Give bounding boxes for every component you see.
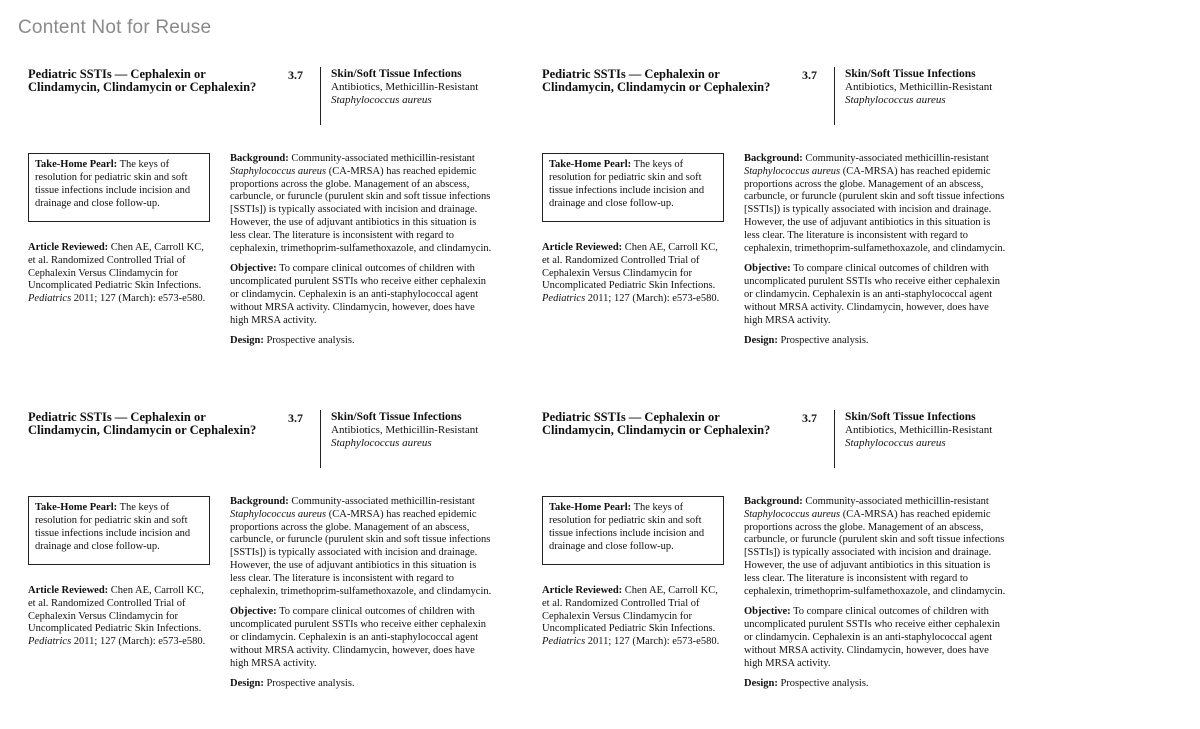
background-text-cont: (CA-MRSA) has reached epidemic proportions across the globe. Management of an abscess, carbuncle, or furuncle (purulent skin and soft tissue infections [SSTIs]) is typically associated with incision and drainage. However, the use of adjuvant antibiotics in this situation is less clear. The literature is inconsistent with regard to cephalexin, trimethoprim-sulfamethoxazole, and clindamycin. [230,508,492,597]
article-reviewed [542,585,727,649]
divider [834,410,835,468]
pearl-text: The keys of resolution for pediatric skin and soft tissue infections include incision and drainage and close follow-up. [35,159,191,209]
objective-label: Objective: [230,263,277,275]
article-journal: Pediatrics [28,293,72,305]
article-journal: Pediatrics [542,293,586,305]
topic-organism: Staphylococcus aureus [331,94,432,106]
article-cite: 2011; 127 (March): e573-e580. [587,636,720,648]
card-title: Pediatric SSTIs — Cephalexin or Clindamycin, Clindamycin or Cephalexin? [28,410,257,437]
design-label: Design: [230,678,264,690]
topic-block [845,411,992,450]
objective-label: Objective: [230,606,277,618]
take-home-pearl [542,496,724,565]
article-reviewed [542,242,727,306]
topic-block [331,411,478,450]
article-label: Article Reviewed: [542,585,623,596]
background-paragraph [230,153,492,255]
topic-subtitle: Antibiotics, Methicillin-Resistant [331,424,479,436]
card-title: Pediatric SSTIs — Cephalexin or Clindamycin, Clindamycin or Cephalexin? [542,410,771,437]
background-label: Background: [230,153,289,164]
summary-body [744,153,1006,356]
design-label: Design: [744,678,778,690]
objective-label: Objective: [744,263,791,275]
pearl-label: Take-Home Pearl: [35,502,118,513]
summary-body [744,496,1006,699]
divider [834,67,835,125]
background-text: Community-associated methicillin-resistant [291,153,475,164]
pearl-label: Take-Home Pearl: [35,159,118,170]
chapter-number: 3.7 [802,68,817,82]
article-label: Article Reviewed: [28,585,109,596]
background-organism: Staphylococcus aureus [230,508,327,520]
card-title: Pediatric SSTIs — Cephalexin or Clindamycin, Clindamycin or Cephalexin? [28,67,257,94]
background-paragraph [744,153,1006,255]
design-paragraph [230,678,492,691]
article-text: Chen AE, Carroll KC, et al. Randomized Controlled Trial of Cephalexin Versus Clindamycin for Uncomplicated Pediatric Skin Infections. [542,585,718,635]
article-journal: Pediatrics [542,636,586,648]
objective-text: To compare clinical outcomes of children with uncomplicated purulent SSTIs who receive either cephalexin or clindamycin. Cephalexin is an anti-staphylococcal agent without MRSA activity. Clindamycin, however, does have high MRSA activity. [230,606,486,669]
design-label: Design: [744,335,778,347]
background-label: Background: [744,496,803,507]
design-text: Prospective analysis. [266,335,355,347]
objective-text: To compare clinical outcomes of children with uncomplicated purulent SSTIs who receive either cephalexin or clindamycin. Cephalexin is an anti-staphylococcal agent without MRSA activity. Clindamycin, however, does have high MRSA activity. [744,606,1000,669]
background-paragraph [230,496,492,598]
objective-paragraph [744,263,1006,327]
article-cite: 2011; 127 (March): e573-e580. [587,293,720,305]
take-home-pearl [542,153,724,222]
take-home-pearl [28,153,210,222]
topic-organism: Staphylococcus aureus [331,437,432,449]
pearl-label: Take-Home Pearl: [549,502,632,513]
design-paragraph [744,335,1006,348]
topic-block [331,68,478,107]
design-paragraph [744,678,1006,691]
background-organism: Staphylococcus aureus [744,508,841,520]
objective-paragraph [230,606,492,670]
article-journal: Pediatrics [28,636,72,648]
pearl-text: The keys of resolution for pediatric skin and soft tissue infections include incision and drainage and close follow-up. [549,159,705,209]
pearl-label: Take-Home Pearl: [549,159,632,170]
background-label: Background: [744,153,803,164]
pearl-text: The keys of resolution for pediatric skin and soft tissue infections include incision and drainage and close follow-up. [35,502,191,552]
chapter-number: 3.7 [288,68,303,82]
watermark: Content Not for Reuse [18,17,212,38]
card-title: Pediatric SSTIs — Cephalexin or Clindamycin, Clindamycin or Cephalexin? [542,67,771,94]
background-paragraph [744,496,1006,598]
topic-title: Skin/Soft Tissue Infections [331,411,462,423]
take-home-pearl [28,496,210,565]
background-label: Background: [230,496,289,507]
pearl-text: The keys of resolution for pediatric skin and soft tissue infections include incision and drainage and close follow-up. [549,502,705,552]
background-organism: Staphylococcus aureus [230,165,327,177]
topic-subtitle: Antibiotics, Methicillin-Resistant [845,424,993,436]
background-text: Community-associated methicillin-resistant [805,153,989,164]
article-cite: 2011; 127 (March): e573-e580. [73,636,206,648]
topic-subtitle: Antibiotics, Methicillin-Resistant [331,81,479,93]
background-text: Community-associated methicillin-resistant [805,496,989,507]
divider [320,410,321,468]
summary-body [230,496,492,699]
topic-subtitle: Antibiotics, Methicillin-Resistant [845,81,993,93]
design-label: Design: [230,335,264,347]
background-text-cont: (CA-MRSA) has reached epidemic proportions across the globe. Management of an abscess, carbuncle, or furuncle (purulent skin and soft tissue infections [SSTIs]) is typically associated with incision and drainage. However, the use of adjuvant antibiotics in this situation is less clear. The literature is inconsistent with regard to cephalexin, trimethoprim-sulfamethoxazole, and clindamycin. [230,165,492,254]
chapter-number: 3.7 [802,411,817,425]
objective-paragraph [230,263,492,327]
design-text: Prospective analysis. [266,678,355,690]
article-cite: 2011; 127 (March): e573-e580. [73,293,206,305]
article-label: Article Reviewed: [28,242,109,253]
background-text: Community-associated methicillin-resistant [291,496,475,507]
background-organism: Staphylococcus aureus [744,165,841,177]
objective-label: Objective: [744,606,791,618]
objective-text: To compare clinical outcomes of children with uncomplicated purulent SSTIs who receive either cephalexin or clindamycin. Cephalexin is an anti-staphylococcal agent without MRSA activity. Clindamycin, however, does have high MRSA activity. [230,263,486,326]
article-reviewed [28,242,213,306]
article-text: Chen AE, Carroll KC, et al. Randomized Controlled Trial of Cephalexin Versus Clindamycin for Uncomplicated Pediatric Skin Infections. [542,242,718,292]
article-text: Chen AE, Carroll KC, et al. Randomized Controlled Trial of Cephalexin Versus Clindamycin for Uncomplicated Pediatric Skin Infections. [28,585,204,635]
topic-organism: Staphylococcus aureus [845,437,946,449]
objective-text: To compare clinical outcomes of children with uncomplicated purulent SSTIs who receive either cephalexin or clindamycin. Cephalexin is an anti-staphylococcal agent without MRSA activity. Clindamycin, however, does have high MRSA activity. [744,263,1000,326]
background-text-cont: (CA-MRSA) has reached epidemic proportions across the globe. Management of an abscess, carbuncle, or furuncle (purulent skin and soft tissue infections [SSTIs]) is typically associated with incision and drainage. However, the use of adjuvant antibiotics in this situation is less clear. The literature is inconsistent with regard to cephalexin, trimethoprim-sulfamethoxazole, and clindamycin. [744,508,1006,597]
article-reviewed [28,585,213,649]
design-paragraph [230,335,492,348]
design-text: Prospective analysis. [780,678,869,690]
summary-card [532,20,1012,347]
article-text: Chen AE, Carroll KC, et al. Randomized Controlled Trial of Cephalexin Versus Clindamycin for Uncomplicated Pediatric Skin Infections. [28,242,204,292]
topic-title: Skin/Soft Tissue Infections [845,68,976,80]
article-label: Article Reviewed: [542,242,623,253]
background-text-cont: (CA-MRSA) has reached epidemic proportions across the globe. Management of an abscess, carbuncle, or furuncle (purulent skin and soft tissue infections [SSTIs]) is typically associated with incision and drainage. However, the use of adjuvant antibiotics in this situation is less clear. The literature is inconsistent with regard to cephalexin, trimethoprim-sulfamethoxazole, and clindamycin. [744,165,1006,254]
topic-title: Skin/Soft Tissue Infections [845,411,976,423]
summary-card [18,20,498,347]
chapter-number: 3.7 [288,411,303,425]
divider [320,67,321,125]
topic-block [845,68,992,107]
summary-card [532,363,1012,690]
objective-paragraph [744,606,1006,670]
topic-title: Skin/Soft Tissue Infections [331,68,462,80]
topic-organism: Staphylococcus aureus [845,94,946,106]
design-text: Prospective analysis. [780,335,869,347]
summary-card [18,363,498,690]
summary-body [230,153,492,356]
